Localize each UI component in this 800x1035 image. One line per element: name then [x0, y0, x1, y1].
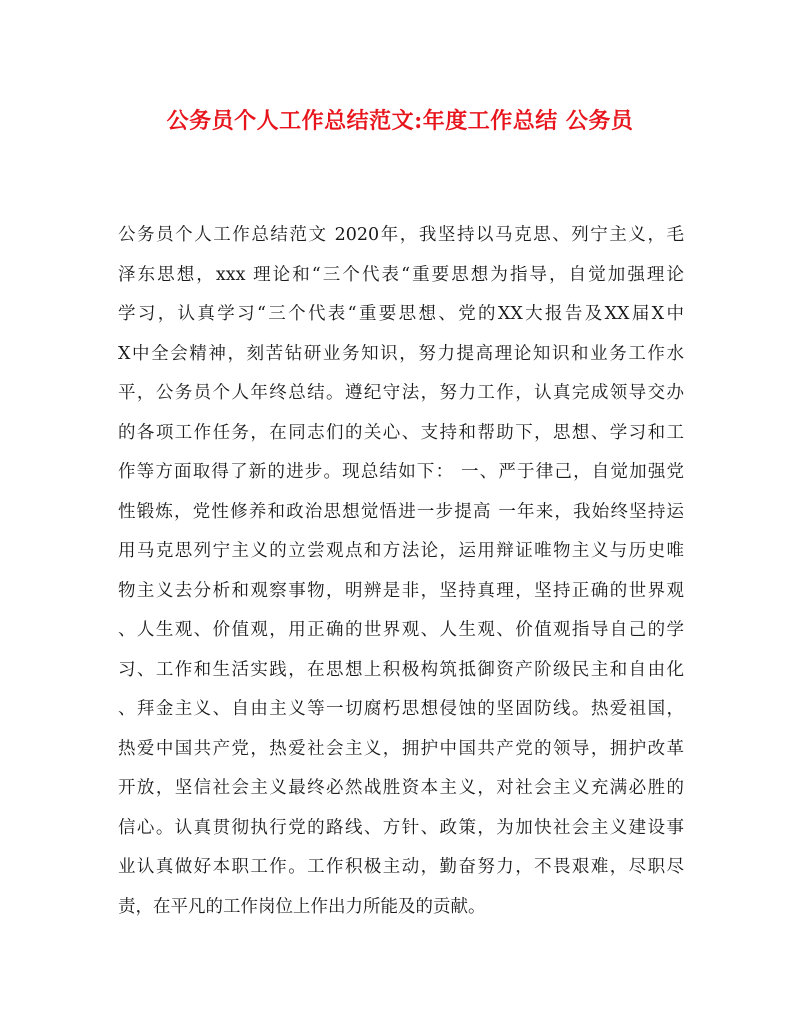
paragraph-line: 性锻炼，党性修养和政治思想觉悟进一步提高 一年来，我始终坚持运 — [118, 501, 684, 522]
paragraph-line: 平，公务员个人年终总结。遵纪守法，努力工作，认真完成领导交办 — [118, 383, 684, 403]
paragraph-line: 作等方面取得了新的进步。现总结如下： 一、严于律己，自觉加强党 — [118, 462, 684, 482]
paragraph-line: 业认真做好本职工作。工作积极主动，勤奋努力，不畏艰难，尽职尽 — [118, 857, 684, 877]
paragraph-line: 的各项工作任务，在同志们的关心、支持和帮助下，思想、学习和工 — [118, 422, 684, 443]
paragraph-line: 信心。认真贯彻执行党的路线、方针、政策，为加快社会主义建设事 — [118, 817, 684, 838]
paragraph-line: 热爱中国共产党，热爱社会主义，拥护中国共产党的领导，拥护改革 — [118, 738, 684, 759]
paragraph-line: 、拜金主义、自由主义等一切腐朽思想侵蚀的坚固防线。热爱祖国， — [118, 699, 684, 719]
paragraph-line: 泽东思想，xxx 理论和“三个代表“重要思想为指导，自觉加强理论 — [118, 264, 684, 285]
paragraph-line: 开放，坚信社会主义最终必然战胜资本主义，对社会主义充满必胜的 — [118, 778, 684, 798]
paragraph-line: 用马克思列宁主义的立尝观点和方法论，运用辩证唯物主义与历史唯 — [118, 541, 684, 561]
paragraph-line: 物主义去分析和观察事物，明辨是非，坚持真理，坚持正确的世界观 — [118, 580, 684, 601]
paragraph-line: 、人生观、价值观，用正确的世界观、人生观、价值观指导自己的学 — [118, 620, 684, 640]
body-paragraph — [118, 216, 684, 927]
paragraph-line: 公务员个人工作总结范文 2020年，我坚持以马克思、列宁主义，毛 — [118, 225, 684, 245]
paragraph-line: 学习，认真学习“三个代表“重要思想、党的XX大报告及XX届X中 — [118, 304, 684, 324]
paragraph-line: 习、工作和生活实践，在思想上积极构筑抵御资产阶级民主和自由化 — [118, 659, 684, 680]
paragraph-line: 责，在平凡的工作岗位上作出力所能及的贡献。 — [118, 896, 486, 917]
page-title: 公务员个人工作总结范文:年度工作总结 公务员 — [166, 108, 634, 134]
paragraph-line: X中全会精神，刻苦钻研业务知识，努力提高理论知识和业务工作水 — [118, 343, 684, 364]
